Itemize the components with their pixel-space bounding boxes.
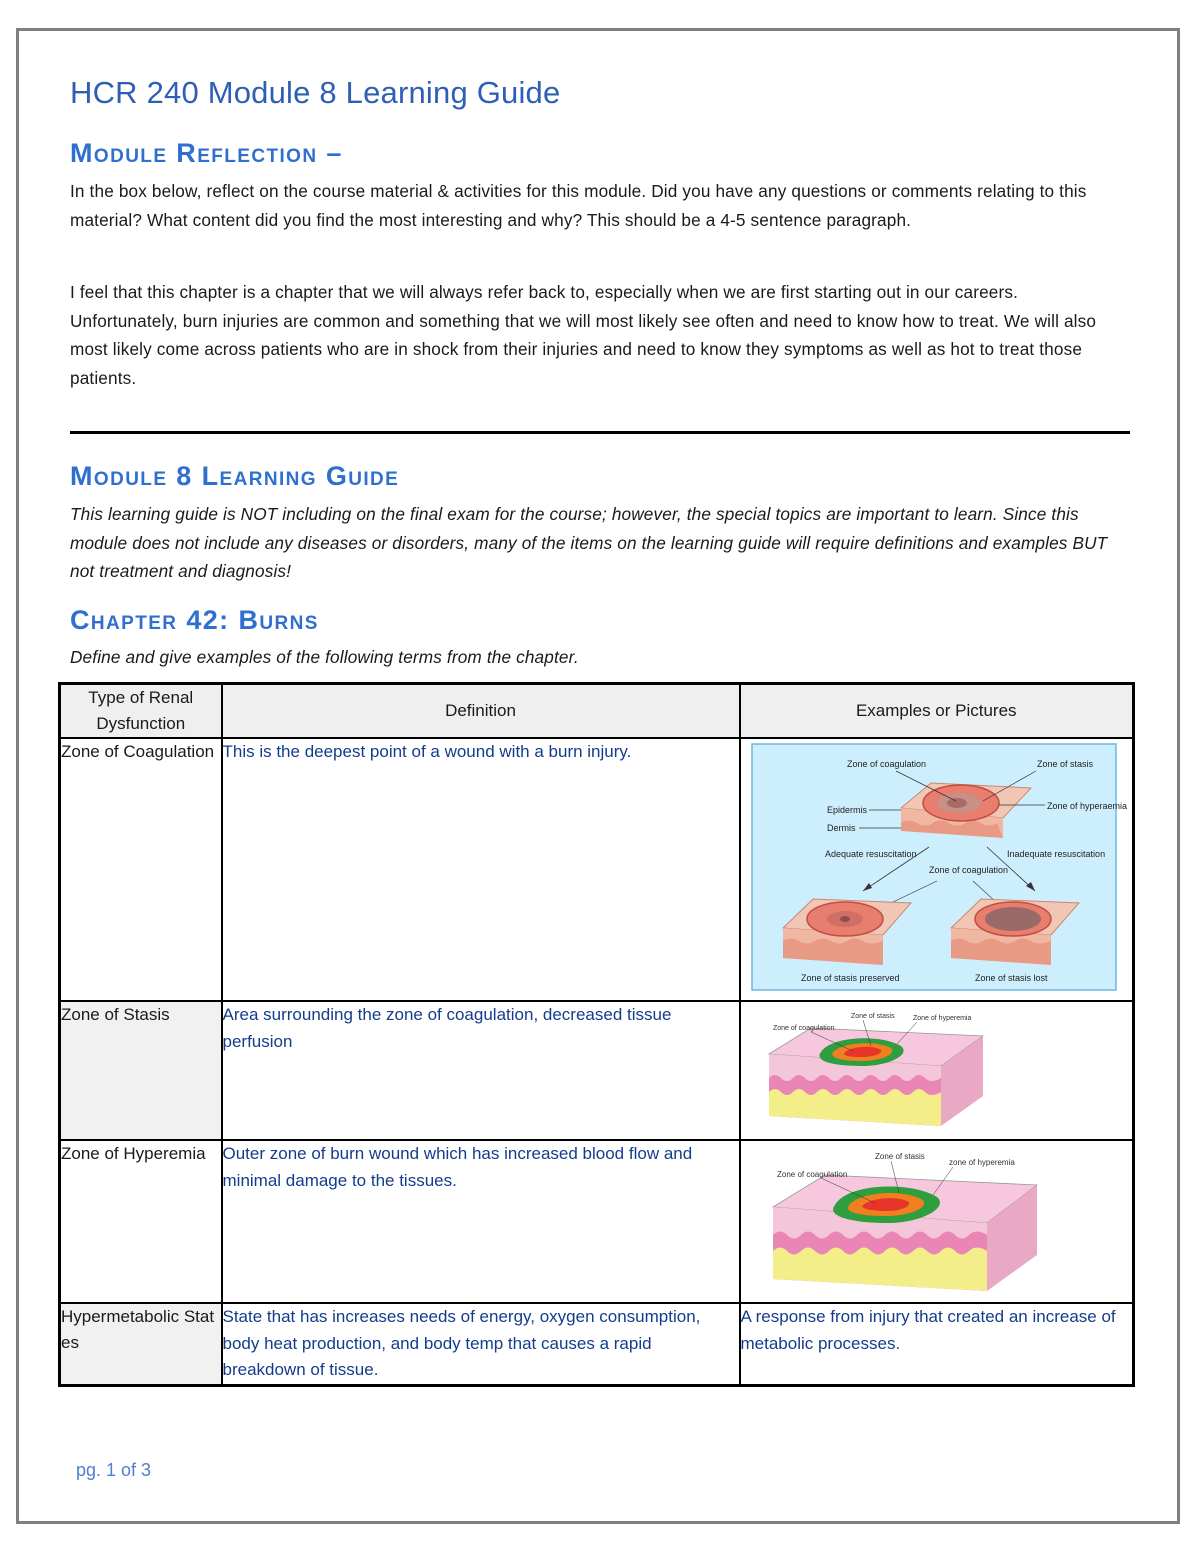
header-definition: Definition: [222, 684, 740, 739]
burn-zones-diagram-stasis: [751, 1006, 991, 1130]
term-cell: Zone of Coagulation: [60, 738, 222, 1001]
learning-guide-heading: Module 8 Learning Guide: [70, 461, 400, 491]
document-title: HCR 240 Module 8 Learning Guide: [70, 75, 561, 110]
chapter-instruction: Define and give examples of the following terms from the chapter.: [70, 647, 579, 667]
label-hyperemia: Zone of hyperemia: [912, 1015, 971, 1022]
learning-guide-note: This learning guide is NOT including on the final exam for the course; however, the special topics are important to learn. Since this module does not include any diseases or disorders, many of the items on the learning guide will require definitions and examples BUT not treatment and diagnosis!: [70, 504, 1108, 582]
table-row: [60, 1303, 1134, 1385]
definition-cell: This is the deepest point of a wound with a burn injury.: [222, 738, 740, 1001]
burn-zones-diagram-hyperemia: [751, 1145, 1041, 1293]
label-dermis: Dermis: [826, 823, 855, 833]
table-row: [60, 1140, 1134, 1303]
label-zone-coagulation: Zone of coagulation: [846, 759, 926, 769]
terms-table: [58, 682, 1135, 1387]
example-cell: [740, 738, 1134, 1001]
term-cell: Zone of Hyperemia: [60, 1140, 222, 1303]
reflection-prompt: In the box below, reflect on the course material & activities for this module. Did you have any questions or comments relating to this material? What content did you find the most interesting and why? This should be a 4-5 sentence paragraph.: [70, 181, 1087, 230]
label-stasis-lost: Zone of stasis lost: [974, 973, 1048, 983]
label-zone-stasis: Zone of stasis: [1036, 759, 1093, 769]
label-zone-hyperaemia: Zone of hyperaemia: [1046, 801, 1127, 811]
label-stasis-preserved: Zone of stasis preserved: [800, 973, 900, 983]
label-epidermis: Epidermis: [826, 805, 867, 815]
reflection-answer: I feel that this chapter is a chapter that we will always refer back to, especially when we are first starting out in our careers. Unfortunately, burn injuries are common and something that we will most likely see often and need to know how to treat. We will also most likely come across patients who are in shock from their injuries and need to know they symptoms as well as hot to treat those patients.: [70, 282, 1097, 388]
label-zone-coagulation-mid: Zone of coagulation: [928, 865, 1008, 875]
page-number: pg. 1 of 3: [76, 1460, 152, 1480]
label-coagulation: Zone of coagulation: [772, 1025, 834, 1032]
label-adequate-resuscitation: Adequate resuscitation: [824, 849, 917, 859]
example-cell: [740, 1001, 1134, 1140]
header-term: Type of Renal Dysfunction: [60, 684, 222, 739]
label-coagulation: Zone of coagulation: [776, 1170, 847, 1179]
term-cell: Hypermetabolic States: [60, 1303, 222, 1385]
table-header-row: [60, 684, 1134, 739]
definition-cell: Outer zone of burn wound which has increased blood flow and minimal damage to the tissues.: [222, 1140, 740, 1303]
section-divider: [70, 431, 1130, 434]
definition-cell: State that has increases needs of energy, oxygen consumption, body heat production, and body temp that causes a rapid breakdown of tissue.: [222, 1303, 740, 1385]
table-row: [60, 738, 1134, 1001]
burn-zones-resuscitation-figure: [751, 743, 1127, 991]
module-reflection-heading: Module Reflection –: [70, 138, 343, 168]
example-cell: A response from injury that created an increase of metabolic processes.: [740, 1303, 1134, 1385]
label-stasis: Zone of stasis: [850, 1013, 895, 1020]
label-hyperemia: zone of hyperemia: [948, 1158, 1015, 1167]
example-cell: [740, 1140, 1134, 1303]
label-stasis: Zone of stasis: [874, 1152, 925, 1161]
header-examples: Examples or Pictures: [740, 684, 1134, 739]
term-cell: Zone of Stasis: [60, 1001, 222, 1140]
table-row: [60, 1001, 1134, 1140]
definition-cell: Area surrounding the zone of coagulation, decreased tissue perfusion: [222, 1001, 740, 1140]
chapter-heading: Chapter 42: Burns: [70, 605, 319, 635]
label-inadequate-resuscitation: Inadequate resuscitation: [1006, 849, 1105, 859]
